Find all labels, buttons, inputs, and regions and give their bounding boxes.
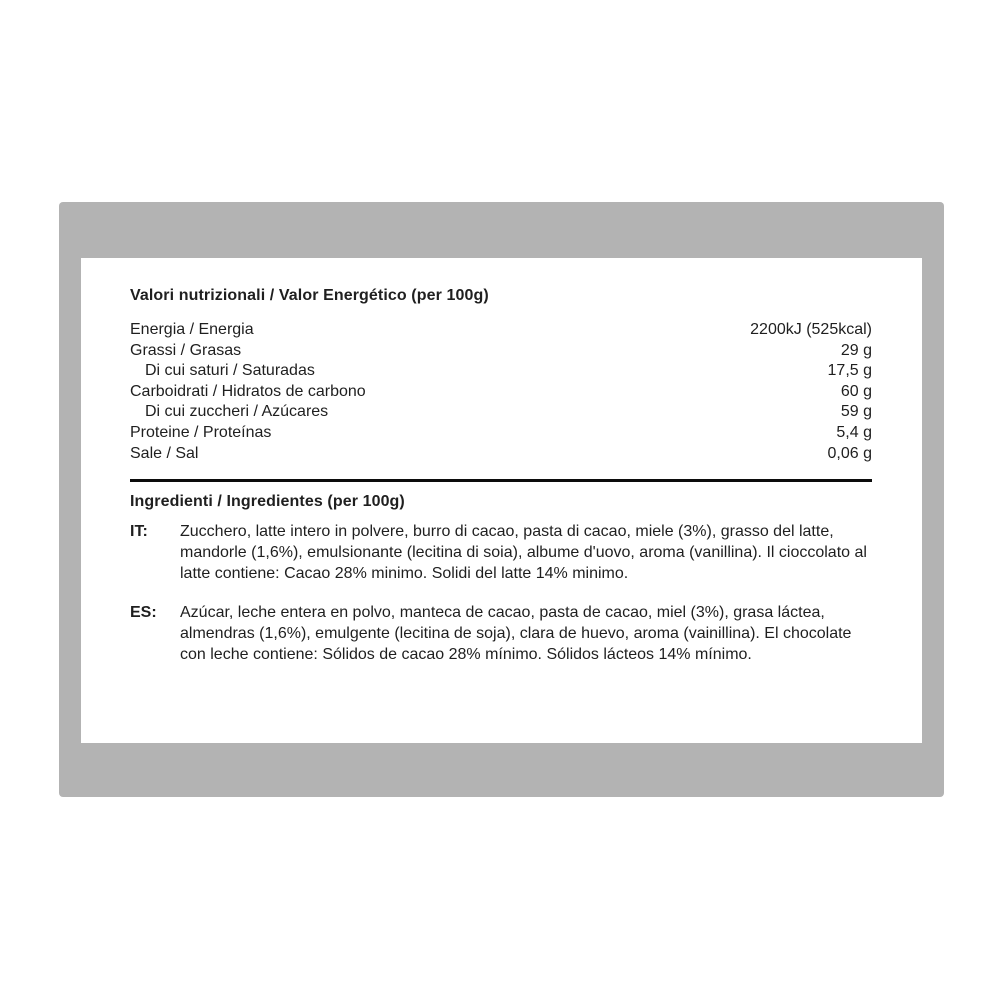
table-row-carbohydrates bbox=[130, 382, 872, 403]
table-row-energy bbox=[130, 320, 872, 341]
row-label: Di cui saturi / Saturadas bbox=[145, 362, 315, 380]
label-card bbox=[81, 258, 922, 743]
label-content bbox=[81, 258, 922, 665]
ingredients-entry-es bbox=[130, 602, 872, 665]
row-value: 2200kJ (525kcal) bbox=[750, 321, 872, 338]
table-row-protein bbox=[130, 423, 872, 444]
ingredients-title: Ingredienti / Ingredientes (per 100g) bbox=[130, 493, 405, 511]
nutrition-table bbox=[130, 320, 872, 464]
ingredients-text-it: Zucchero, latte intero in polvere, burro di cacao, pasta di cacao, miele (3%), grasso del latte, mandorle (1,6%), emulsionante (lecitina di soia), albume d'uovo, aroma (vanillina). Il cioccolato al latte contiene: Cacao 28% minimo. Solidi del latte 14% minimo. bbox=[180, 523, 867, 583]
ingredients-entry-it bbox=[130, 521, 872, 584]
row-value: 5,4 g bbox=[836, 423, 872, 441]
row-value: 17,5 g bbox=[827, 362, 872, 380]
table-row-fat bbox=[130, 341, 872, 362]
row-value: 60 g bbox=[840, 382, 872, 400]
table-row-salt bbox=[130, 444, 872, 465]
nutrition-title: Valori nutrizionali / Valor Energético (per 100g) bbox=[130, 287, 489, 304]
row-label: Di cui zuccheri / Azúcares bbox=[145, 403, 329, 421]
row-value: 59 g bbox=[840, 403, 872, 421]
ingredients-text-es: Azúcar, leche entera en polvo, manteca de cacao, pasta de cacao, miel (3%), grasa láctea, almendras (1,6%), emulgente (lecitina de soja), clara de huevo, aroma (vainillina). El chocolate con leche contiene: Sólidos de cacao 28% mínimo. Sólidos lácteos 14% mínimo. bbox=[180, 604, 852, 664]
table-row-sugars bbox=[130, 402, 872, 423]
language-label-it: IT: bbox=[130, 523, 148, 541]
section-divider bbox=[130, 479, 872, 482]
row-label: Proteine / Proteínas bbox=[130, 423, 272, 441]
row-label: Energia / Energia bbox=[130, 321, 254, 338]
row-label: Grassi / Grasas bbox=[130, 341, 242, 359]
row-label: Sale / Sal bbox=[130, 444, 199, 462]
language-label-es: ES: bbox=[130, 604, 157, 622]
row-value: 0,06 g bbox=[827, 444, 872, 462]
row-label: Carboidrati / Hidratos de carbono bbox=[130, 382, 366, 400]
table-row-saturated-fat bbox=[130, 361, 872, 382]
row-value: 29 g bbox=[840, 341, 872, 359]
